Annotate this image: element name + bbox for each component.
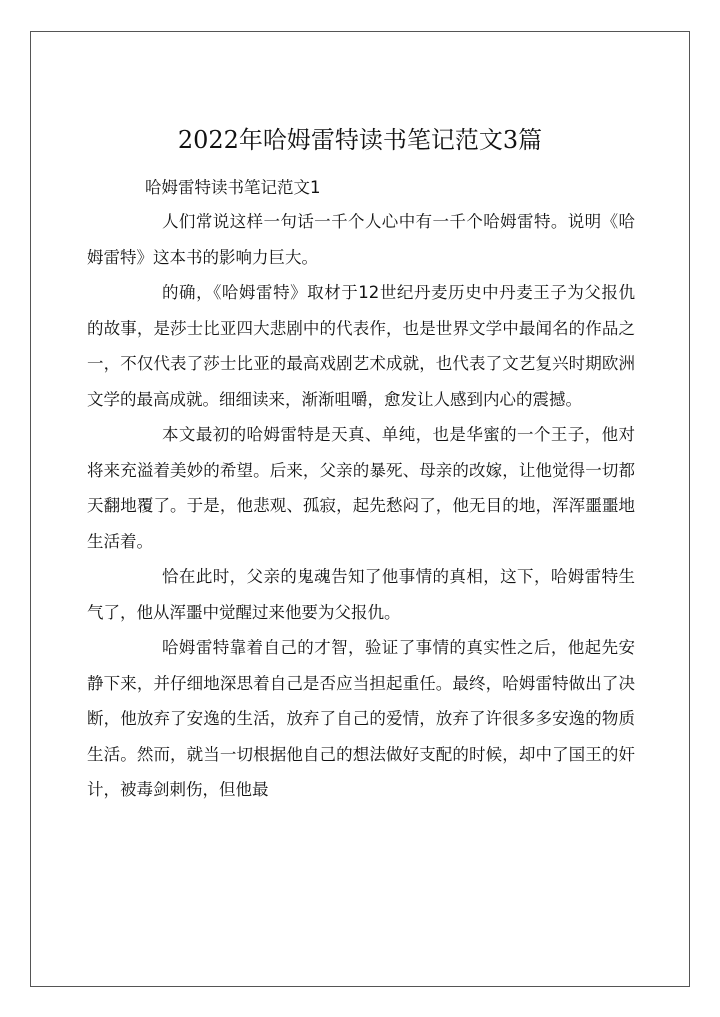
paragraph: 的确，《哈姆雷特》取材于12世纪丹麦历史中丹麦王子为父报仇的故事，是莎士比亚四大悲剧中的代表作，也是世界文学中最闻名的作品之一，不仅代表了莎士比亚的最高戏剧艺术成就，也代表了文艺复兴时期欧洲文学的最高成就。细细读来，渐渐咀嚼，愈发让人感到内心的震撼。 — [87, 283, 635, 409]
document-title: 2022年哈姆雷特读书笔记范文3篇 — [177, 126, 543, 154]
paragraph: 本文最初的哈姆雷特是天真、单纯，也是华蜜的一个王子，他对将来充溢着美妙的希望。后来，父亲的暴死、母亲的改嫁，让他觉得一切都天翻地覆了。于是，他悲观、孤寂，起先愁闷了，他无目的地，浑浑噩噩地生活着。 — [87, 425, 635, 551]
paragraph: 人们常说这样一句话一千个人心中有一千个哈姆雷特。说明《哈姆雷特》这本书的影响力巨大。 — [87, 212, 635, 267]
paragraph: 哈姆雷特靠着自己的才智，验证了事情的真实性之后，他起先安静下来，并仔细地深思着自己是否应当担起重任。最终，哈姆雷特做出了决断，他放弃了安逸的生活，放弃了自己的爱情，放弃了许很多多安逸的物质生活。然而，就当一切根据他自己的想法做好支配的时候，却中了国王的奸计，被毒剑刺伤，但他最 — [87, 638, 635, 799]
document-page — [30, 31, 690, 987]
document-body — [87, 204, 635, 808]
section-heading: 哈姆雷特读书笔记范文1 — [145, 178, 321, 197]
paragraph: 恰在此时，父亲的鬼魂告知了他事情的真相，这下，哈姆雷特生气了，他从浑噩中觉醒过来他要为父报仇。 — [87, 567, 635, 622]
